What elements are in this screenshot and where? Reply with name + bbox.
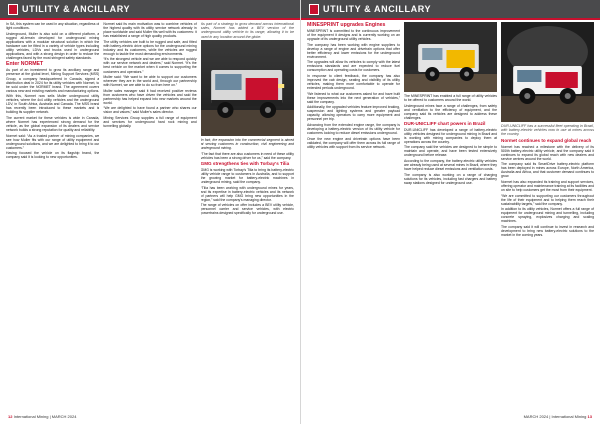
paragraph: Mining Services Group supplies a full range of equipment and services for underground hard rock mining and tunnelling globally. <box>103 115 197 129</box>
paragraph: Having focused the vehicle on its flagship brand, the company said it is looking to new opportunities. <box>6 151 100 160</box>
header-rule <box>301 18 600 20</box>
page-header <box>301 0 600 18</box>
section-subhead: DUR-UNICLIFF chart powers in Brazil <box>404 121 486 127</box>
article-columns <box>307 22 594 410</box>
paragraph: GMG is working with Torbay's Tilia to bring its battery-electric utility vehicle range to customers in Australia, and to support the growing market for battery-electric machines in underground mining, said the company. <box>200 167 294 184</box>
paragraph: As part of an investment to grow its ancillary range and presence at the global level, Mining Support Services (MSS) Group, a company headquartered in Canada, signed a distribution deal in 2024 for its utility vehicles with Normet, to be sold under the NORMET brand. The agreement covers various new and existing markets and manufacturing options. <box>6 68 100 93</box>
page-footer <box>524 413 592 421</box>
right-page <box>300 0 600 424</box>
paragraph: The company said the vehicles are designed to be simple to maintain and operate, and have been tested extensively underground before release. <box>404 145 497 158</box>
paragraph: “Tilia has been working with underground mines for years, and its expertise in battery-electric vehicles and its network of partners will help GMG bring new opportunities in the region,” said the company's managing director. <box>200 185 294 202</box>
page-header <box>0 0 300 18</box>
paragraph: “We listened to what our customers asked for and have built these improvements into the next generation of vehicles,” said the company. <box>307 91 400 104</box>
page-footer <box>8 413 76 421</box>
paragraph: Underground mines face a range of challenges, from safety and ventilation to the efficiency of equipment, and the company said its vehicles are designed to address these challenges. <box>404 103 497 120</box>
paragraph: In addition to its utility vehicles, Normet offers a full range of equipment for underground mining and tunnelling, including concrete spraying, explosives charging and scaling machines. <box>501 207 594 224</box>
section-subhead: Normet continues to expand global reach <box>501 138 592 144</box>
vehicle-photo <box>501 22 594 122</box>
article-column-3 <box>501 22 594 410</box>
im-logo-icon <box>309 4 319 15</box>
vehicle-photo <box>404 22 497 92</box>
paragraph: The company has been working with engine suppliers to develop a range of engine and drivetrain options that offer better efficiency and lower emissions for the underground environment. <box>307 42 400 59</box>
pull-quote: DUR-UNICLIFF has a successful fleet operating in Brazil, with battery-electric vehicles now in use at mines across the country. <box>501 124 594 137</box>
paragraph: “It's the strongest vehicle and we are able to respond quickly with our service network and dealers,” said Normet. “It's the best vehicle on the market when it comes to supporting the customers and operators.” <box>103 57 197 74</box>
section-subhead: GMG strengthens ties with Torbay's Tilia <box>200 161 290 167</box>
header-rule <box>0 18 300 20</box>
paragraph: The current market for these vehicles is wide in Canada, where Normet has experienced strong demand for the vehicle, as the global expansion of its dealers and service network builds a strong reputation for quality and reliability. <box>6 115 100 133</box>
paragraph: In SA, this system can be used in any situation, regardless of light conditions. <box>6 22 100 31</box>
paragraph: The company said its SmartDrive battery-electric platform has been deployed in mines across Europe, North America, Australia and Africa, and that customer demand continues to grow. <box>501 162 594 179</box>
paragraph: Normet said: “As a trusted partner of mining companies, we see how Muller fits with our range of utility equipment and underground solutions, and we are delighted to bring it to our customers.” <box>6 133 100 150</box>
section-subhead: MINESPRINT upgrades Engines <box>307 22 386 28</box>
tunnel-vehicle-image <box>501 22 594 122</box>
vehicle-photo <box>201 40 294 136</box>
paragraph: The range of vehicles on offer includes a BEV utility vehicle, personnel carrier and service vehicles, with electric powertrains designed specifically for underground use. <box>200 203 294 216</box>
paragraph: Underground, Muller is also sold on a different platform, a rugged all-terrain developed for underground mining applications with a modular structural solution in which the hardware can be fitted in a variety of vehicle types including utility vehicles, LDVs and trucks used in underground applications, and with a strong design in order to reduce the challenges faced by the most stringent safety standards. <box>6 31 100 60</box>
im-logo-icon <box>8 4 18 15</box>
utility-vehicle-image <box>201 40 294 136</box>
paragraph: The MINESPRINT has enabled a full range of utility vehicles to be offered to customers around the world. <box>404 94 497 103</box>
article-column-1 <box>307 22 400 410</box>
page-number: 13 <box>587 414 592 419</box>
article-columns <box>6 22 294 410</box>
paragraph: In response to client feedback, the company has also improved the cab design, seating and visibility of its utility vehicles, making them more comfortable to operate for extended periods underground. <box>307 73 400 91</box>
section-subhead: Enter NORMET <box>6 61 44 68</box>
paragraph: “We are committed to supporting our customers throughout the life of their equipment and to helping them reach their sustainability targets,” said the company. <box>501 193 594 206</box>
paragraph: The company is also working on a range of charging solutions for its vehicles, including fast chargers and battery swap stations designed for underground use. <box>404 172 497 185</box>
section-title: UTILITY & ANCILLARY <box>22 4 131 14</box>
paragraph: Once the new engine and drivetrain options have been validated, the company will offer them across its full range of utility vehicles with support from its service network. <box>307 136 400 149</box>
intro-paragraph: As part of a strategy to grow demand across international sales, Normet has added a BEV version of the underground utility vehicle to its range, allowing it to be used in any location around the globe. <box>200 22 294 39</box>
paragraph: The utility vehicles are built to be rugged and safe, and fitted with battery-electric drive options for the underground mining industry and its customers, while the vehicles are rugged enough to tackle the most demanding environments. <box>103 39 197 56</box>
paragraph: Normet has reached a milestone with the delivery of its 500th battery-electric utility vehicle, and the company said it continues to expand its global reach with new dealers and service centres around the world. <box>501 144 594 161</box>
paragraph: “The fact that there are also customers in need of these utility vehicles has been a strong driver for us,” said the company. <box>200 151 294 160</box>
paragraph: According to the company, the battery-electric utility vehicles are already being used at several mines in Brazil, where they have helped reduce diesel emissions and ventilation costs. <box>404 159 497 172</box>
paragraph: DUR-UNICLIFF has developed a range of battery-electric utility vehicles designed for underground mining in Brazil and is working with mining companies to deploy them at operations across the country. <box>404 127 497 144</box>
article-column-1 <box>6 22 99 410</box>
mine-vehicle-image <box>404 22 497 92</box>
photo-caption: In fact, the expansion into the commercial segment is aimed at serving customers in construction, civil engineering and underground mining. <box>200 138 294 151</box>
footer-text: MARCH 2024 | International Mining <box>523 414 587 419</box>
paragraph: “We are delighted to have found a partner who shares our vision and values,” said Muller's sales director. <box>103 106 197 115</box>
paragraph: Additionally, the upgraded vehicles feature improved braking, suspension and lighting systems and greater payload capacity, allowing operators to carry more equipment and personnel per trip. <box>307 105 400 122</box>
paragraph: Advancing from the extended engine range, the company is developing a battery-electric version of its utility vehicle for customers looking to reduce diesel emissions underground. <box>307 122 400 136</box>
paragraph: Muller said: “We want to be able to support our customers wherever they are in the world and, through our partnership with Normet, we are able to do so from here on.” <box>103 75 197 88</box>
paragraph: Normet said its main motivation was to combine vehicles of the highest quality with its utility service network already in place worldwide and said Muller fits well with its customers: it has established a range of high quality products. <box>103 22 197 39</box>
article-column-2 <box>404 22 497 410</box>
article-column-3 <box>201 22 294 410</box>
paragraph: With this, Normet now sells Muller underground utility vehicles, where the 4x4 utility vehicles and the underground LDV, in South Africa, Australia and Canada. The MSS brand has recently been introduced to these markets and is building its supplier network. <box>6 94 100 115</box>
paragraph: MINESPRINT is committed to the continuous improvement of the equipment it designs and is currently working on an upgrade of its underground utility vehicles. <box>307 29 400 42</box>
section-title: UTILITY & ANCILLARY <box>323 4 432 14</box>
paragraph: Normet has also expanded its training and support services, offering operator and maintenance training at its facilities and on site to help customers get the most from their equipment. <box>501 179 594 192</box>
paragraph: Muller sales manager said it had received positive reviews from customers who have driven the vehicles and said the partnership has helped expand into new markets around the world. <box>103 88 197 105</box>
footer-text: International Mining | MARCH 2024 <box>13 414 77 419</box>
paragraph: The company said it will continue to invest in research and development to bring new battery-electric solutions to the market in the coming years. <box>501 224 594 237</box>
article-column-2 <box>103 22 196 410</box>
paragraph: The upgrades will allow its vehicles to comply with the latest emissions standards and are expected to reduce fuel consumption and operating costs for customers. <box>307 60 400 73</box>
page-number: 12 <box>8 414 13 419</box>
